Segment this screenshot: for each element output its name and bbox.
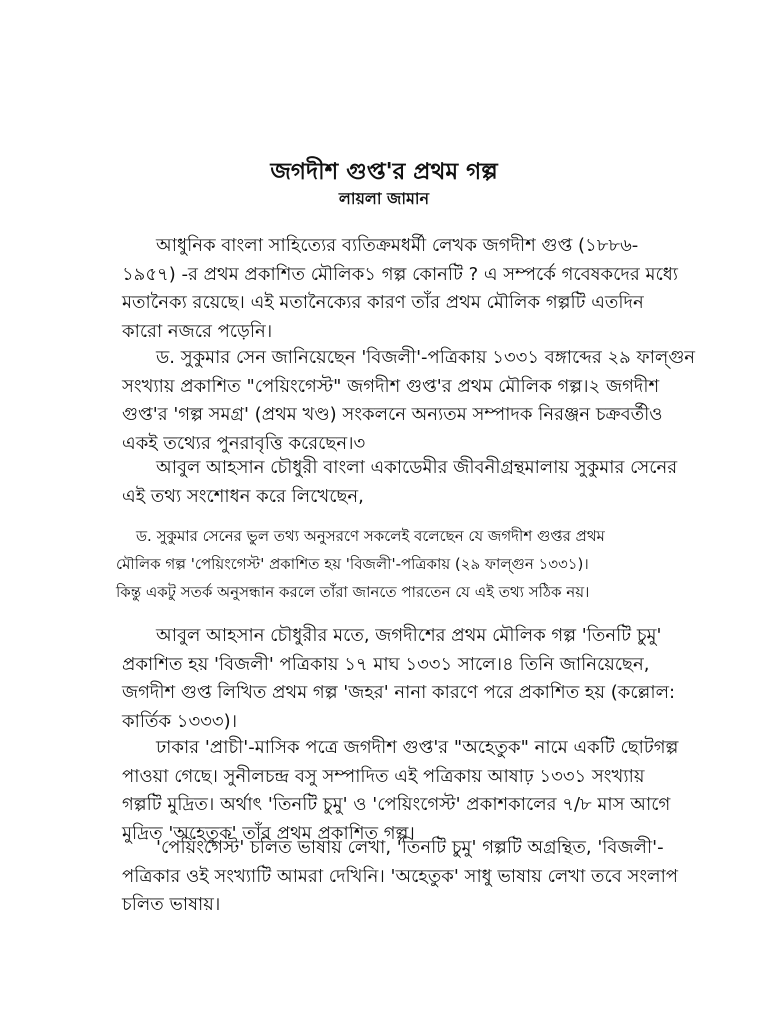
text-line: আবুল আহসান চৌধুরীর মতে, জগদীশের প্রথম মৌলিক গল্প 'তিনটি চুমু' [156, 625, 662, 646]
paragraph-4 [88, 622, 706, 736]
text-line: ড. সুকুমার সেন জানিয়েছেন 'বিজলী'-পত্রিকায় ১৩৩১ বঙ্গাব্দের ২৯ ফাল্গুন [156, 347, 696, 368]
text-line: কারো নজরে পড়েনি। [122, 320, 273, 342]
text-line: চলিত ভাষায়। [122, 894, 221, 915]
text-line: পত্রিকার ওই সংখ্যাটি আমরা দেখিনি। 'অহেতুক' সাধু ভাষায় লেখা তবে সংলাপ [122, 865, 679, 887]
text-line: সংখ্যায় প্রকাশিত "পেয়িংগেস্ট" জগদীশ গুপ্ত'র প্রথম মৌলিক গল্প।২ জগদীশ [122, 375, 660, 397]
text-line: পাওয়া গেছে। সুনীলচন্দ্র বসু সম্পাদিত এই পত্রিকায় আষাঢ় ১৩৩১ সংখ্যায় [122, 765, 645, 787]
quote-line: কিন্তু একটু সতর্ক অনুসন্ধান করলে তাঁরা জানতে পারতেন যে এই তথ্য সঠিক নয়। [116, 583, 590, 601]
text-line: গুপ্ত'র 'গল্প সমগ্র' (প্রথম খণ্ড) সংকলনে অন্যতম সম্পাদক নিরঞ্জন চক্রবর্তীও [122, 404, 663, 425]
text-line: আবুল আহসান চৌধুরী বাংলা একাডেমীর জীবনীগ্রন্থমালায় সুকুমার সেনের [156, 457, 678, 478]
text-line: একই তথ্যের পুনরাবৃত্তি করেছেন।৩ [122, 432, 366, 454]
text-line: জগদীশ গুপ্ত লিখিত প্রথম গল্প 'জহর' নানা কারণে পরে প্রকাশিত হয় (কল্লোল: [122, 682, 676, 703]
block-quote [96, 522, 698, 606]
text-line: ১৯৫৭) -র প্রথম প্রকাশিত মৌলিক১ গল্প কোনটি ? এ সম্পর্কে গবেষকদের মধ্যে [122, 263, 678, 285]
quote-line: ড. সুকুমার সেনের ভুল তথ্য অনুসরণে সকলেই বলেছেন যে জগদীশ গুপ্তর প্রথম [136, 527, 605, 545]
text-line: ঢাকার 'প্রাচী'-মাসিক পত্রে জগদীশ গুপ্ত'র "অহেতুক" নামে একটি ছোটগল্প [156, 737, 679, 758]
paragraph-5 [88, 734, 706, 848]
text-line: 'পেয়িংগেস্ট' চলিত ভাষায় লেখা, 'তিনটি চুমু' গল্পটি অগ্রন্থিত, 'বিজলী'- [156, 837, 664, 858]
paragraph-2 [88, 344, 706, 458]
text-line: গল্পটি মুদ্রিত। অর্থাৎ 'তিনটি চুমু' ও 'পেয়িংগেস্ট' প্রকাশকালের ৭/৮ মাস আগে [122, 794, 671, 815]
article-author: লায়লা জামান [338, 189, 430, 208]
text-line: আধুনিক বাংলা সাহিত্যের ব্যতিক্রমধর্মী লেখক জগদীশ গুপ্ত (১৮৮৬- [156, 235, 639, 256]
text-line: প্রকাশিত হয় 'বিজলী' পত্রিকায় ১৭ মাঘ ১৩৩১ সালে।৪ তিনি জানিয়েছেন, [122, 653, 650, 675]
article-title: জগদীশ গুপ্ত'র প্রথম গল্প [270, 159, 498, 185]
text-line: মতানৈক্য রয়েছে। এই মতানৈক্যের কারণ তাঁর প্রথম মৌলিক গল্পটি এতদিন [122, 292, 644, 313]
paragraph-3 [88, 454, 706, 511]
text-line: মুদ্রিত 'অহেতুক' তাঁর প্রথম প্রকাশিত গল্প। [122, 822, 415, 844]
quote-line: মৌলিক গল্প 'পেয়িংগেস্ট' প্রকাশিত হয় 'বিজলী'-পত্রিকায় (২৯ ফাল্গুন ১৩৩১)। [116, 555, 589, 573]
text-line: এই তথ্য সংশোধন করে লিখেছেন, [122, 485, 364, 507]
text-line: কার্তিক ১৩৩৩)। [122, 710, 238, 732]
paragraph-1 [88, 232, 706, 346]
paragraph-6 [88, 834, 706, 920]
